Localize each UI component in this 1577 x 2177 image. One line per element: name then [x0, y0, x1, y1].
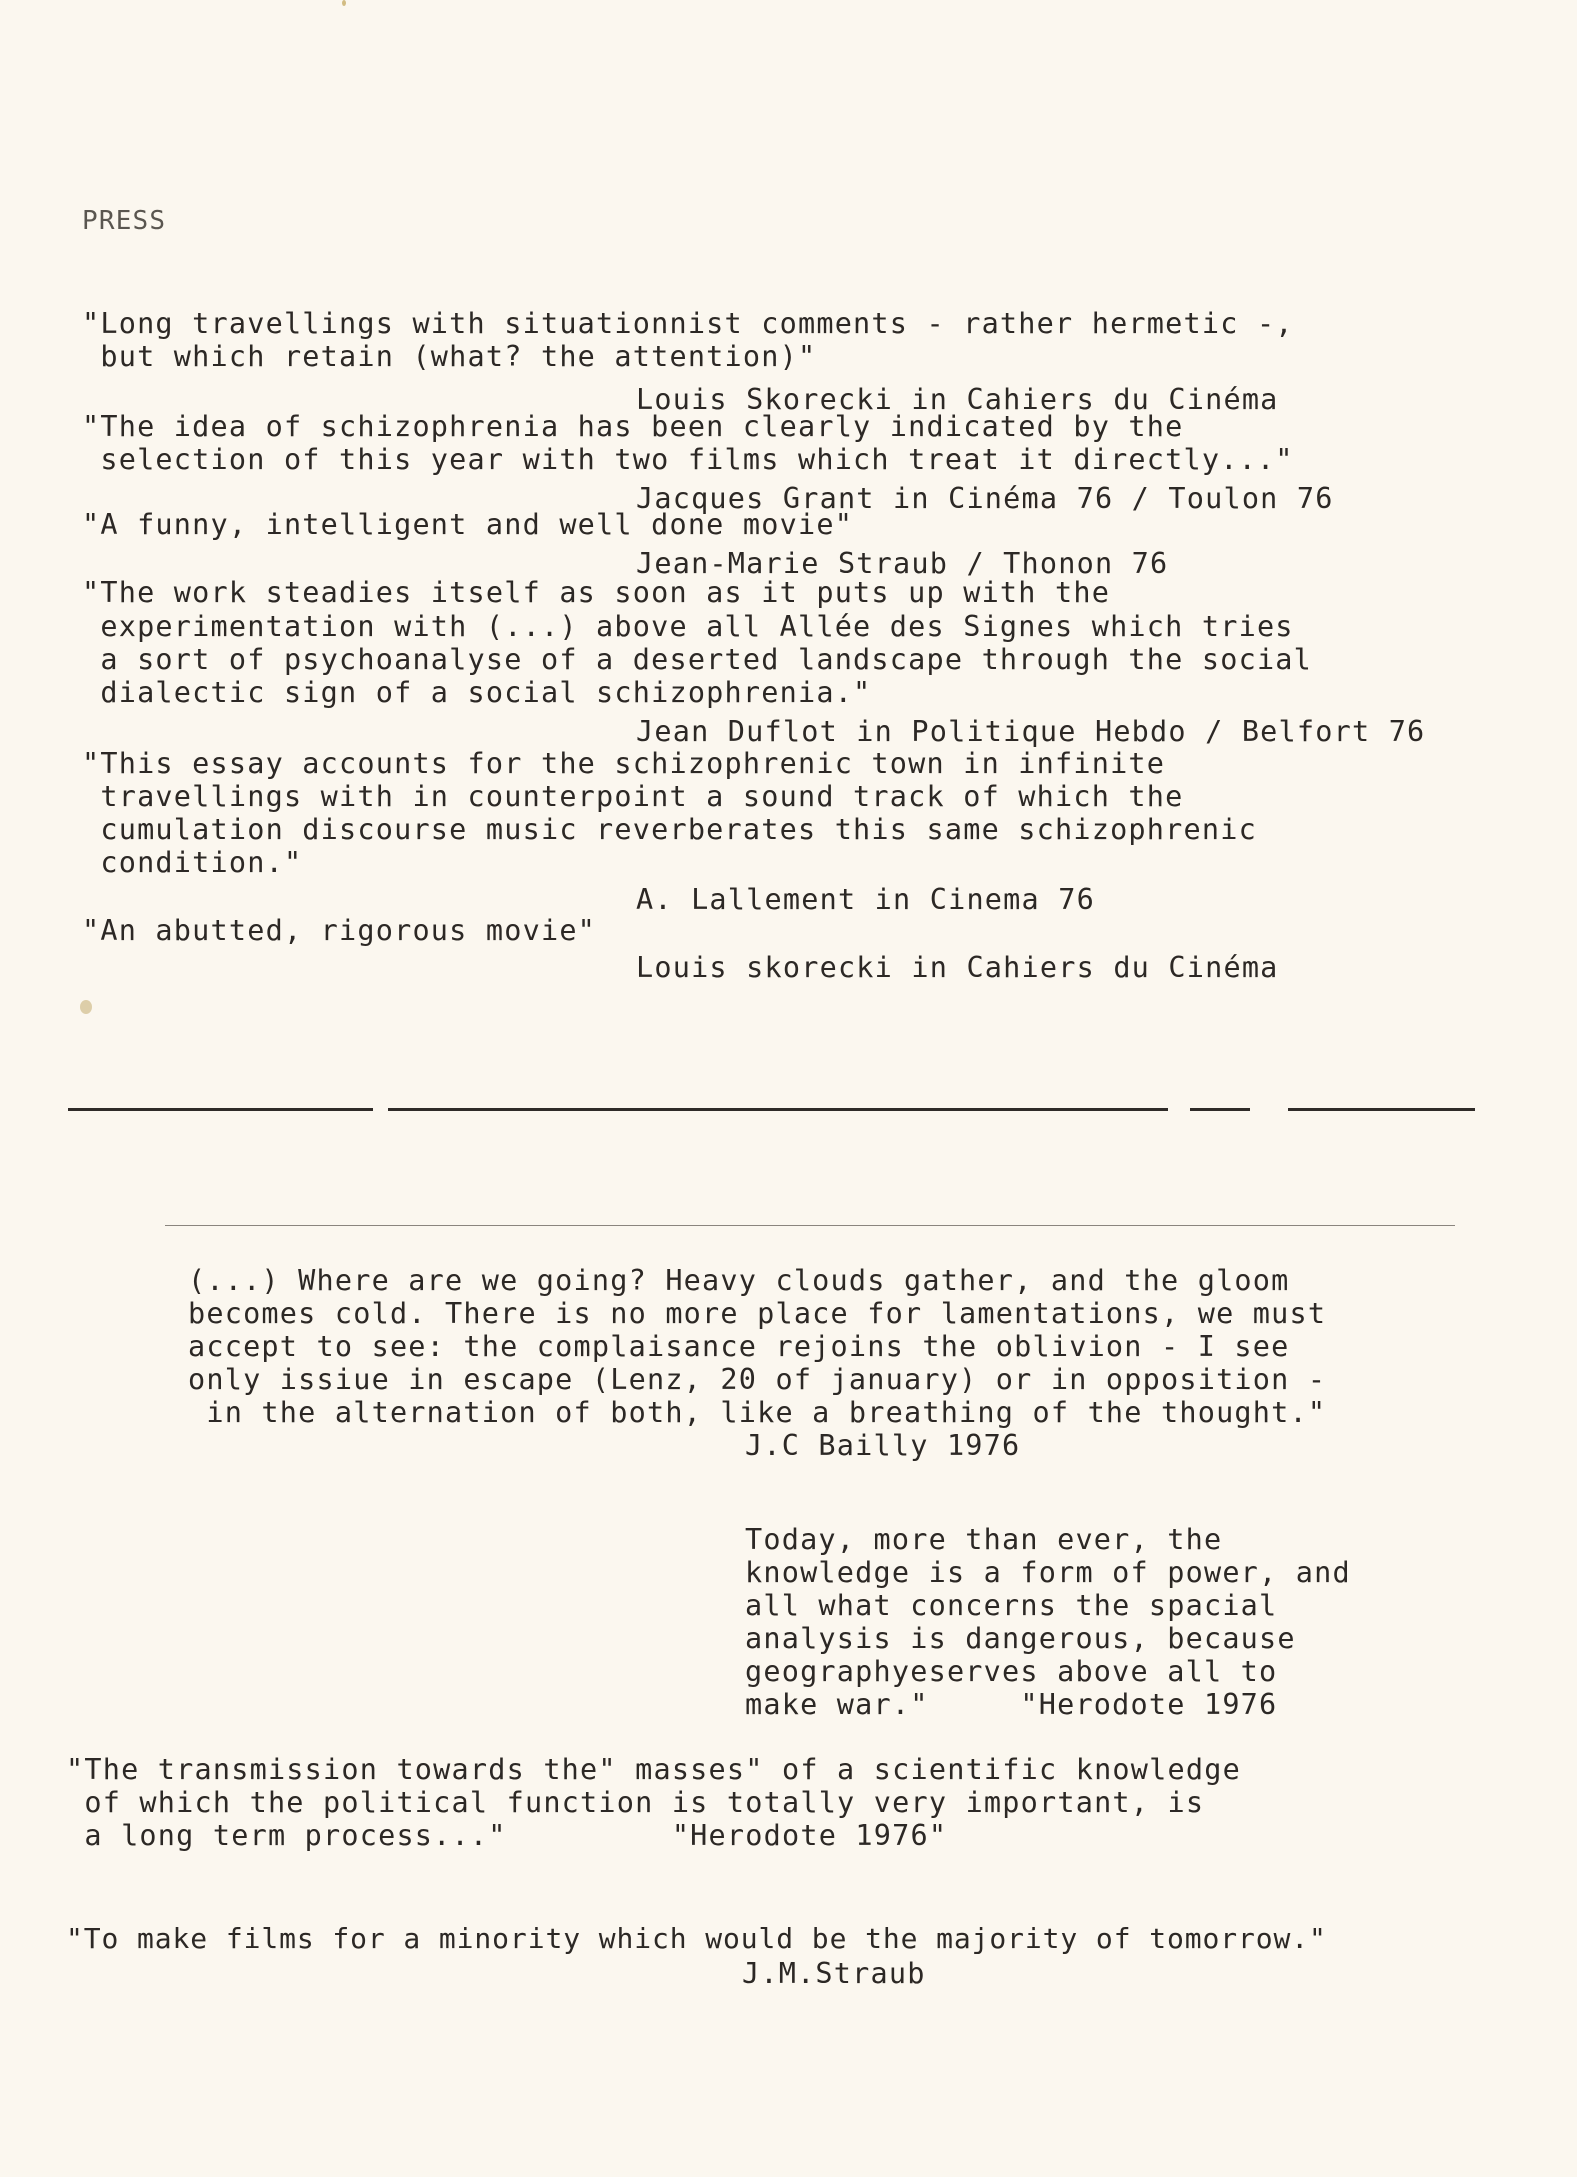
quote-line: "The idea of schizophrenia has been clearly indicated by the: [82, 410, 1184, 443]
quote-source: J.M.Straub: [742, 1957, 926, 1990]
quote-source: Louis Skorecki in Cahiers du Cinéma: [636, 383, 1279, 416]
quote-line: all what concerns the spacial: [745, 1589, 1278, 1622]
page-heading: PRESS: [82, 206, 167, 236]
quote-line: Today, more than ever, the: [745, 1523, 1223, 1556]
quote-line: but which retain (what? the attention)": [82, 340, 817, 373]
quote-line: accept to see: the complaisance rejoins the oblivion - I see: [188, 1330, 1290, 1363]
section-divider: [1190, 1108, 1250, 1111]
section-divider: [68, 1108, 373, 1111]
quote-line: dialectic sign of a social schizophrenia.": [82, 676, 872, 709]
quote-source: Louis skorecki in Cahiers du Cinéma: [636, 951, 1279, 984]
quote-line: "To make films for a minority which would be the majority of tomorrow.": [66, 1922, 1327, 1955]
quote-line: "The work steadies itself as soon as it puts up with the: [82, 576, 1111, 609]
quote-line: experimentation with (...) above all Allée des Signes which tries: [82, 610, 1294, 643]
quote-source: J.C Bailly 1976: [745, 1429, 1021, 1462]
quote-line: "The transmission towards the" masses" of a scientific knowledge: [66, 1753, 1241, 1786]
quote-line: cumulation discourse music reverberates this same schizophrenic: [82, 813, 1257, 846]
section-divider: [1288, 1108, 1475, 1111]
thin-divider: [165, 1225, 1455, 1226]
quote-line: of which the political function is totally very important, is: [66, 1786, 1205, 1819]
paper-stain: [80, 1000, 92, 1014]
quote-line: geographyeserves above all to: [745, 1655, 1278, 1688]
quote-source: Jacques Grant in Cinéma 76 / Toulon 76: [636, 482, 1334, 515]
quote-source: A. Lallement in Cinema 76: [636, 883, 1095, 916]
paper-stain: [342, 0, 346, 6]
quote-line: only issiue in escape (Lenz, 20 of january) or in opposition -: [188, 1363, 1327, 1396]
quote-line: selection of this year with two films which treat it directly...": [82, 443, 1294, 476]
quote-line: make war." "Herodote 1976: [745, 1688, 1278, 1721]
quote-line: "A funny, intelligent and well done movie": [82, 508, 854, 541]
section-divider: [388, 1108, 1168, 1111]
quote-line: "Long travellings with situationnist comments - rather hermetic -,: [82, 307, 1294, 340]
quote-line: a long term process..." "Herodote 1976": [66, 1819, 948, 1852]
quote-line: in the alternation of both, like a breathing of the thought.": [188, 1396, 1327, 1429]
quote-line: (...) Where are we going? Heavy clouds gather, and the gloom: [188, 1264, 1290, 1297]
quote-line: condition.": [82, 846, 303, 879]
quote-line: "This essay accounts for the schizophrenic town in infinite: [82, 747, 1166, 780]
quote-line: travellings with in counterpoint a sound track of which the: [82, 780, 1184, 813]
quote-line: a sort of psychoanalyse of a deserted landscape through the social: [82, 643, 1313, 676]
quote-line: becomes cold. There is no more place for lamentations, we must: [188, 1297, 1327, 1330]
quote-line: "An abutted, rigorous movie": [82, 914, 597, 947]
quote-line: analysis is dangerous, because: [745, 1622, 1296, 1655]
quote-source: Jean-Marie Straub / Thonon 76: [636, 547, 1169, 580]
quote-source: Jean Duflot in Politique Hebdo / Belfort 76: [636, 715, 1426, 748]
quote-line: knowledge is a form of power, and: [745, 1556, 1351, 1589]
